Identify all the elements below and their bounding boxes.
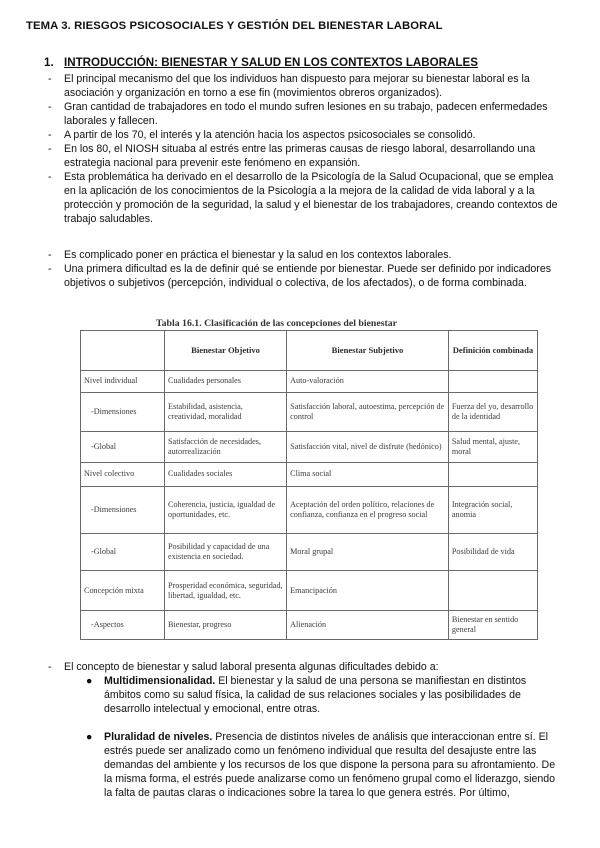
table-row bbox=[81, 487, 538, 534]
table-cell: Fuerza del yo, desarrollo de la identidad bbox=[448, 393, 537, 432]
table-cell: Alienación bbox=[287, 611, 449, 640]
table-cell: Estabilidad, asistencia, creatividad, moralidad bbox=[165, 393, 287, 432]
term-multidimensionalidad: Multidimensionalidad. bbox=[104, 675, 216, 687]
wellbeing-classification-table bbox=[80, 330, 538, 640]
table-cell: Coherencia, justicia, igualdad de oportunidades, etc. bbox=[165, 487, 287, 534]
section-heading bbox=[44, 56, 478, 69]
row-label: -Dimensiones bbox=[81, 487, 165, 534]
row-label: -Global bbox=[81, 533, 165, 570]
table-cell: Emancipación bbox=[287, 570, 449, 611]
row-label: Nivel individual bbox=[81, 370, 165, 392]
table-cell: Posibilidad y capacidad de una existencia en sociedad. bbox=[165, 533, 287, 570]
bullet-list-a bbox=[44, 72, 564, 226]
table-cell: Satisfacción de necesidades, autorrealización bbox=[165, 431, 287, 462]
list-item: - Una primera dificultad es la de definir qué se entiende por bienestar. Puede ser definido por indicadores objetivos o subjetivos (percepción, individual o colectiva, de los afectados), o de forma combinada. bbox=[48, 263, 552, 289]
list-item: - Esta problemática ha derivado en el desarrollo de la Psicología de la Salud Ocupacional, que se emplea en la aplicación de los conocimientos de la Psicología a la mejora de la calidad de vida laboral y a la protección y promoción de la seguridad, la salud y el bienestar de los trabajadores, creando contextos de trabajo saludables. bbox=[48, 171, 558, 225]
table-row bbox=[81, 431, 538, 462]
bullet-list-b bbox=[44, 248, 564, 290]
table-cell: Cualidades sociales bbox=[165, 462, 287, 486]
document-title: TEMA 3. RIESGOS PSICOSOCIALES Y GESTIÓN DEL BIENESTAR LABORAL bbox=[26, 20, 443, 32]
section-number: 1. bbox=[44, 56, 54, 69]
table-cell bbox=[448, 370, 537, 392]
table-cell: Prosperidad económica, seguridad, libertad, igualdad, etc. bbox=[165, 570, 287, 611]
list-item: - El concepto de bienestar y salud laboral presenta algunas dificultades debido a: bbox=[48, 661, 439, 673]
table-row bbox=[81, 370, 538, 392]
header-cell: Definición combinada bbox=[448, 331, 537, 371]
table-cell: Clima social bbox=[287, 462, 449, 486]
row-label: Concepción mixta bbox=[81, 570, 165, 611]
sub-list-item: ● Multidimensionalidad. El bienestar y la salud de una persona se manifiestan en distintos ámbitos como su salud física, la calidad de sus relaciones sociales y las posibilidades de desarrollo intelectual y emocional, entre otras. bbox=[86, 675, 527, 715]
list-item: - En los 80, el NIOSH situaba al estrés entre las primeras causas de riesgo laboral, desarrollando una estrategia nacional para prevenir este fenómeno en expansión. bbox=[48, 143, 536, 169]
table-cell: Satisfacción laboral, autoestima, percepción de control bbox=[287, 393, 449, 432]
table-cell bbox=[448, 462, 537, 486]
table-caption: Tabla 16.1. Clasificación de las concepciones del bienestar bbox=[156, 318, 398, 329]
bullet-list-c bbox=[44, 660, 564, 800]
table-cell: Bienestar, progreso bbox=[165, 611, 287, 640]
table-cell: Satisfacción vital, nivel de disfrute (hedónico) bbox=[287, 431, 449, 462]
table-row bbox=[81, 393, 538, 432]
list-item: - Es complicado poner en práctica el bienestar y la salud en los contextos laborales. bbox=[48, 249, 452, 261]
table-cell: Salud mental, ajuste, moral bbox=[448, 431, 537, 462]
scanned-table-image bbox=[80, 330, 538, 640]
table-cell: Bienestar en sentido general bbox=[448, 611, 537, 640]
table-cell: Posibilidad de vida bbox=[448, 533, 537, 570]
section-title: INTRODUCCIÓN: BIENESTAR Y SALUD EN LOS CONTEXTOS LABORALES bbox=[64, 56, 478, 69]
table-cell: Auto-valoración bbox=[287, 370, 449, 392]
table-cell: Moral grupal bbox=[287, 533, 449, 570]
list-item: - El principal mecanismo del que los individuos han dispuesto para mejorar su bienestar laboral es la asociación y organización en torno a ese fin (movimientos obreros organizados). bbox=[48, 73, 530, 99]
header-cell: Bienestar Objetivo bbox=[165, 331, 287, 371]
sub-list-item: ● Pluralidad de niveles. Presencia de distintos niveles de análisis que interaccionan entre sí. El estrés puede ser analizado como un fenómeno individual que resulta del desajuste entre las demandas del ambiente y los recursos de los que dispone la persona para su afrontamiento. De la misma forma, el estrés puede analizarse como un fenómeno grupal como el liderazgo, siendo la falta de pautas claras o indicaciones sobre la tarea lo que genera estrés. Por último, bbox=[86, 731, 556, 799]
row-label: -Aspectos bbox=[81, 611, 165, 640]
row-label: -Global bbox=[81, 431, 165, 462]
list-item: - Gran cantidad de trabajadores en todo el mundo sufren lesiones en su trabajo, padecen enfermedades laborales y fallecen. bbox=[48, 101, 548, 127]
list-item: - A partir de los 70, el interés y la atención hacia los aspectos psicosociales se consolidó. bbox=[48, 129, 476, 141]
row-label: Nivel colectivo bbox=[81, 462, 165, 486]
header-cell: Bienestar Subjetivo bbox=[287, 331, 449, 371]
table-cell: Cualidades personales bbox=[165, 370, 287, 392]
table-row bbox=[81, 533, 538, 570]
table-header-row bbox=[81, 331, 538, 371]
table-cell bbox=[448, 570, 537, 611]
header-cell bbox=[81, 331, 165, 371]
table-row bbox=[81, 611, 538, 640]
table-cell: Aceptación del orden político, relaciones de confianza, confianza en el progreso social bbox=[287, 487, 449, 534]
table-row bbox=[81, 462, 538, 486]
table-row bbox=[81, 570, 538, 611]
table-cell: Integración social, anomia bbox=[448, 487, 537, 534]
row-label: -Dimensiones bbox=[81, 393, 165, 432]
term-pluralidad: Pluralidad de niveles. bbox=[104, 731, 213, 743]
